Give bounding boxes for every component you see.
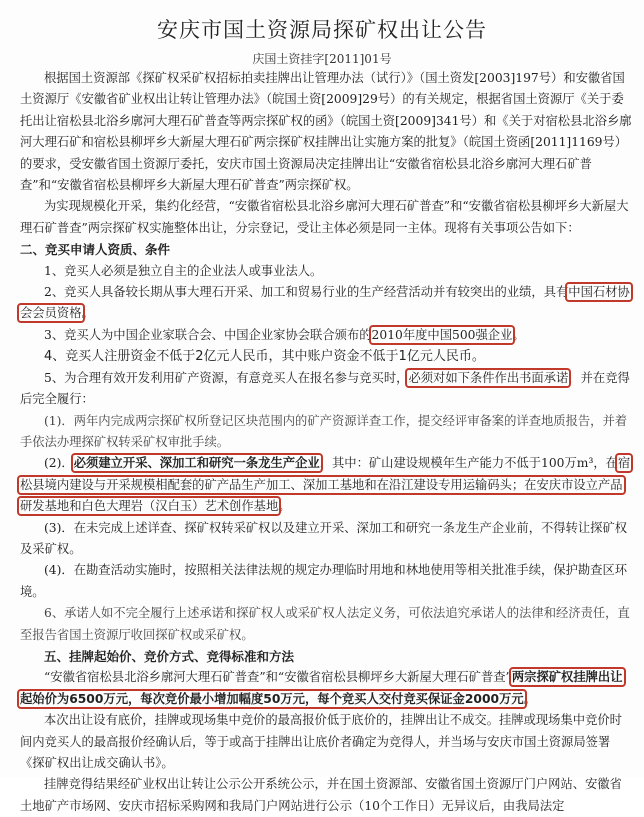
highlight-stone-association: 中国石材协会会员资格 [20,285,630,321]
commitment-sub-4: (4)．在勘查活动实施时，按照相关法律法规的规定办理临时用地和林地使用等相关批准手续，保护勘查区环境。 [20,563,628,599]
highlight-top500: 2010年度中国500强企业 [371,327,513,342]
price-paragraph-end: 。 [523,691,536,706]
price-paragraph [20,667,632,710]
commitment-sub-3: (3)．在未完成上述详查、探矿权转采矿权以及建立开采、深加工和研究一条龙生产企业前，不得转让探矿权及采矿权。 [20,520,628,556]
condition-item-5 [20,368,632,411]
condition-item-2 [20,282,632,325]
condition-item-3-text: 3、竞买人为中国企业家联合会、中国企业家协会联合颁布的 [44,327,372,342]
commitment-sub-2-prefix: (2)． [44,456,74,471]
condition-item-5-rest: ，并在竞得后完全履行： [20,370,630,407]
commitment-sub-2-end: 。 [278,499,291,514]
highlight-integrated-enterprise: 必须建立开采、深加工和研究一条龙生产企业 [73,456,320,471]
condition-item-5-text: 5、为合理有效开发利用矿产资源，有意竞买人在报名参与竞买时， [44,370,409,385]
section-2-heading: 二、竞买申请人资质、条件 [20,242,171,258]
document-body [20,68,632,817]
condition-item-4: 4、竞买人注册资金不低于2亿元人民币，其中账户资金不低于1亿元人民币。 [44,349,485,365]
condition-item-3-end: 。 [512,327,525,342]
highlight-written-commitment: 必须对如下条件作出书面承诺 [408,370,569,385]
section-5-heading: 五、挂牌起始价、竞价方式、竞得标准和方法 [44,648,295,664]
intro-paragraph-1: 根据国土资源部《探矿权采矿权招标拍卖挂牌出让管理办法（试行）》（国土资发[2003]197号）和安徽省国土资源厅《安徽省矿业权出让转让管理办法》（皖国土资[2009]29号）的有关规定，根据省国土资源厅《关于委托出让宿松县北浴乡廓河大理石矿普查等两宗探矿权的函》（皖国土资[2009]341号）和《关于对宿松县北浴乡廓河大理石矿和宿松县柳坪乡大新屋大理石矿两宗探矿权挂牌出让实施方案的批复》（皖国土资函[2011]1169号）的要求，受安徽省国土资源厅委托，安庆市国土资源局决定挂牌出让“安徽省宿松县北浴乡廓河大理石矿普查”和“安徽省宿松县柳坪乡大新屋大理石矿普查”两宗探矿权。 [20,71,632,193]
price-paragraph-text: “安徽省宿松县北浴乡廓河大理石矿普查”和“安徽省宿松县柳坪乡大新屋大理石矿普查” [44,670,512,685]
commitment-sub-1: (1)．两年内完成两宗探矿权所登记区块范围内的矿产资源详查工作，提交经评审备案的详查地质报告，并着手依法办理探矿权转采矿权审批手续。 [20,413,628,449]
document-number: 庆国土资挂字[2011]01号 [252,52,392,66]
commitment-sub-2 [20,453,632,517]
highlight-starting-price: 两宗探矿权挂牌出让起始价为6500万元，每次竞价最小增加幅度50万元，每个竞买人交付竞买保证金2000万元 [20,670,623,706]
condition-item-2-text: 2、竞买人具备较长期从事大理石开采、加工和贸易行业的生产经营活动并有较突出的业绩，具有 [44,285,569,300]
publicity-paragraph: 挂牌竞得结果经矿业权出让转让公示公开系统公示，并在国土资源部、安徽省国土资源厅门户网站、安徽省土地矿产市场网、安庆市招标采购网和我局门户网站进行公示（10个工作日）无异议后，由我局法定 [20,777,622,813]
highlight-processing-base: 宿松县境内建设与开采规模相配套的矿产品生产加工、深加工基地和在沿江建设专用运输码头；在安庆市设立产品研发基地和白色大理岩（汉白玉）艺术创作基地 [20,456,631,514]
condition-item-1: 1、竞买人必须是独立自主的企业法人或事业法人。 [44,263,323,278]
condition-item-3 [20,325,632,346]
intro-paragraph-2: 为实现规模化开采，集约化经营，“安徽省宿松县北浴乡廓河大理石矿普查”和“安徽省宿松县柳坪乡大新屋大理石矿普查”两宗探矿权实施整体出让，分宗登记，受让主体必须是同一主体。现将有关事项公告如下： [20,199,629,235]
bid-paragraph: 本次出让设有底价，挂牌或现场集中竞价的最高报价低于底价的，挂牌出让不成交。挂牌或现场集中竞价时间内竞买人的最高报价经确认后，等于或高于挂牌出让底价者确定为竞得人，并当场与安庆市国土资源局签署《探矿权出让成交确认书》。 [20,713,622,770]
document-title: 安庆市国土资源局探矿权出让公告 [157,18,487,42]
commitment-sub-2-text: ，其中：矿山建设规模年生产能力不低于100万m³，在 [319,456,618,471]
commitment-liability: 6、承诺人如不完全履行上述承诺和探矿权人或采矿权人法定义务，可依法追究承诺人的法律和经济责任，直至报告省国土资源厅收回探矿权或采矿权。 [20,606,630,642]
condition-item-2-end: 。 [81,306,94,321]
